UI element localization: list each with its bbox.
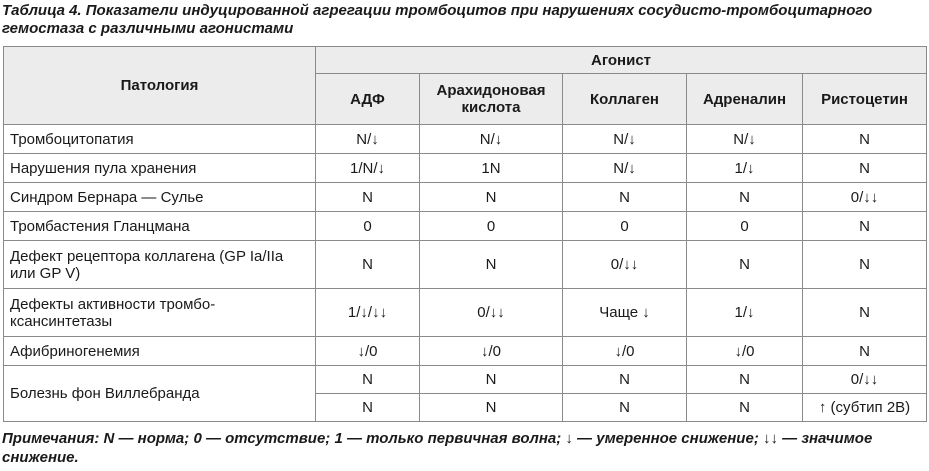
cell-value: N — [563, 183, 687, 212]
table-row — [4, 241, 927, 289]
table-notes: Примечания: N — норма; 0 — отсутствие; 1 — только первичная волна; ↓ — умеренное снижение; ↓↓ — значимое снижение. — [2, 430, 873, 466]
table-row — [4, 154, 927, 183]
header-column-arachidonic-acid: Арахидоновая кислота — [420, 74, 563, 125]
cell-value: 1/↓/↓↓ — [316, 289, 420, 337]
cell-value: N — [420, 394, 563, 422]
cell-value: 0/↓↓ — [420, 289, 563, 337]
row-pathology: Дефект рецептора коллагена (GP Ia/IIa или GP V) — [4, 241, 316, 289]
cell-value: Чаще ↓ — [563, 289, 687, 337]
cell-value: N — [803, 154, 927, 183]
row-pathology: Болезнь фон Виллебранда — [4, 366, 316, 422]
table-row — [4, 337, 927, 366]
cell-value: ↓/0 — [420, 337, 563, 366]
cell-value: 0/↓↓ — [803, 366, 927, 394]
table-row — [4, 289, 927, 337]
cell-value: N — [803, 125, 927, 154]
table-row — [4, 125, 927, 154]
cell-value: N — [563, 394, 687, 422]
cell-value: N — [316, 241, 420, 289]
cell-value: N — [687, 241, 803, 289]
cell-value: ↓/0 — [316, 337, 420, 366]
cell-value: N — [687, 394, 803, 422]
cell-value: N — [687, 366, 803, 394]
cell-value: N — [803, 212, 927, 241]
row-pathology: Афибриногенемия — [4, 337, 316, 366]
header-pathology: Патология — [4, 47, 316, 125]
cell-value: 0 — [420, 212, 563, 241]
cell-value: 1/N/↓ — [316, 154, 420, 183]
cell-value: N/↓ — [687, 125, 803, 154]
row-pathology: Нарушения пула хранения — [4, 154, 316, 183]
cell-value: N — [420, 366, 563, 394]
cell-value: N — [316, 183, 420, 212]
cell-value: N — [687, 183, 803, 212]
table-row — [4, 212, 927, 241]
cell-value: N/↓ — [316, 125, 420, 154]
header-column-adrenaline: Адреналин — [687, 74, 803, 125]
cell-value: 1/↓ — [687, 154, 803, 183]
cell-value: 0 — [563, 212, 687, 241]
row-pathology: Тромбастения Гланцмана — [4, 212, 316, 241]
cell-value: ↓/0 — [687, 337, 803, 366]
header-agonist: Агонист — [316, 47, 927, 74]
cell-value: 0/↓↓ — [803, 183, 927, 212]
header-column-adp: АДФ — [316, 74, 420, 125]
cell-value: N — [563, 366, 687, 394]
cell-value: N — [420, 241, 563, 289]
table-row — [4, 366, 927, 394]
cell-value: N — [420, 183, 563, 212]
cell-value: 0/↓↓ — [563, 241, 687, 289]
row-pathology: Синдром Бернара — Сулье — [4, 183, 316, 212]
row-pathology: Дефекты активности тромбо-ксансинтетазы — [4, 289, 316, 337]
header-column-ristocetin: Ристоцетин — [803, 74, 927, 125]
cell-value: 0 — [316, 212, 420, 241]
cell-value: N — [803, 289, 927, 337]
cell-value: N/↓ — [563, 154, 687, 183]
cell-value: 1N — [420, 154, 563, 183]
table-row — [4, 183, 927, 212]
aggregation-table — [3, 46, 927, 422]
row-pathology: Тромбоцитопатия — [4, 125, 316, 154]
cell-value: N/↓ — [563, 125, 687, 154]
cell-value: N/↓ — [420, 125, 563, 154]
cell-value: N — [803, 337, 927, 366]
cell-value: ↑ (субтип 2В) — [803, 394, 927, 422]
cell-value: 0 — [687, 212, 803, 241]
cell-value: N — [316, 394, 420, 422]
header-column-collagen: Коллаген — [563, 74, 687, 125]
cell-value: N — [316, 366, 420, 394]
cell-value: 1/↓ — [687, 289, 803, 337]
cell-value: N — [803, 241, 927, 289]
table-caption: Таблица 4. Показатели индуцированной агрегации тромбоцитов при нарушениях сосудисто-тромбоцитарного гемостаза с различными агонистами — [2, 2, 873, 37]
cell-value: ↓/0 — [563, 337, 687, 366]
